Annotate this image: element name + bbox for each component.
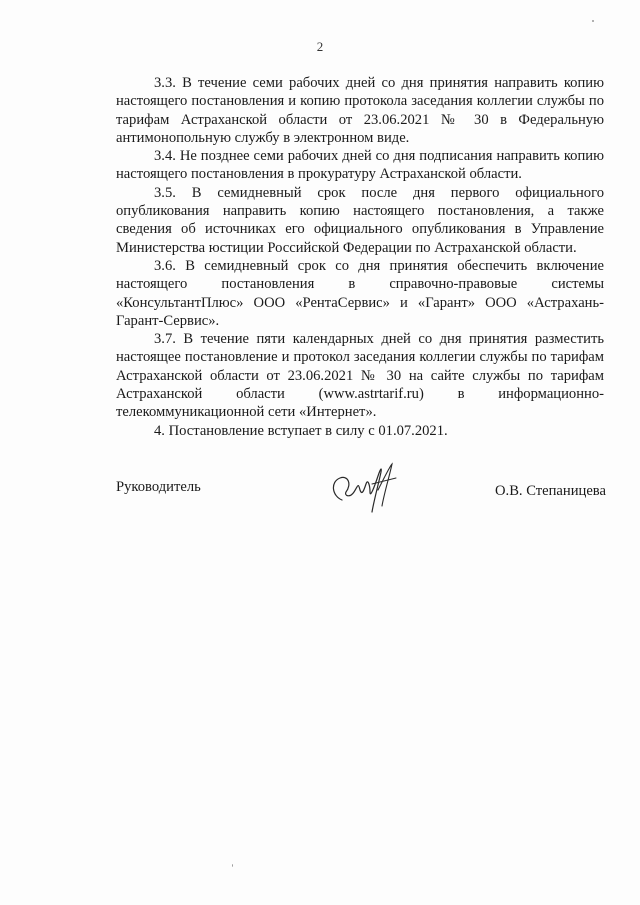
paragraph-3-6: 3.6. В семидневный срок со дня принятия обеспечить включение настоящего постановления в справочно-правовые системы «КонсультантПлюс» ООО «РентаСервис» и «Гарант» ООО «Астрахань-Гарант-Сервис». — [116, 257, 604, 329]
paragraph-3-4: 3.4. Не позднее семи рабочих дней со дня подписания направить копию настоящего постановления в прокуратуру Астраханской области. — [116, 148, 604, 183]
paragraph-4: 4. Постановление вступает в силу с 01.07.2021. — [154, 422, 448, 439]
handwritten-signature-icon — [324, 460, 404, 515]
scan-speck — [592, 20, 594, 22]
signatory-title: Руководитель — [116, 479, 201, 495]
paragraph-3-7: 3.7. В течение пяти календарных дней со дня принятия разместить настоящее постановление и протокол заседания коллегии службы по тарифам Астраханской области от 23.06.2021 № 30 на сайте службы по тарифам Астраханской области (www.astrtarif.ru) в информационно-телекоммуникационной сети «Интернет». — [116, 331, 604, 421]
paragraph-3-5: 3.5. В семидневный срок после дня первого официального опубликования направить копию настоящего постановления, а также сведения об источниках его официального опубликования в Управление Министерства юстиции Российской Федерации по Астраханской области. — [116, 184, 604, 256]
signature-block — [116, 460, 606, 520]
document-body — [116, 74, 604, 440]
paragraph-3-3: 3.3. В течение семи рабочих дней со дня принятия направить копию настоящего постановления и копию протокола заседания коллегии службы по тарифам Астраханской области от 23.06.2021 № 30 в Федеральную антимонопольную службу в электронном виде. — [116, 75, 604, 146]
page-number: 2 — [316, 39, 324, 54]
signatory-name: О.В. Степаницева — [495, 483, 606, 499]
scan-speck — [232, 864, 233, 867]
